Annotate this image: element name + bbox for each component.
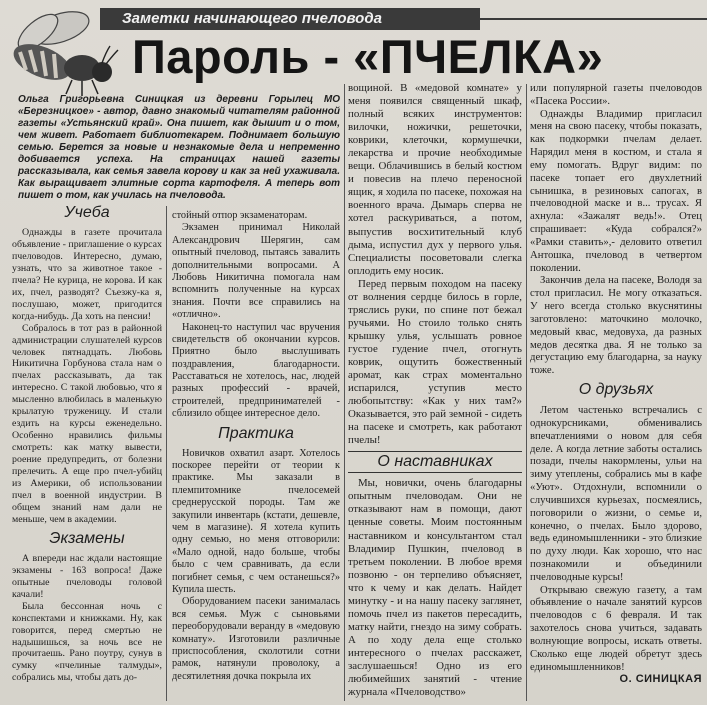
paragraph: Была бессонная ночь с конспектами и книжками. Ну, как говорится, перед смертью не надышишься, за ночь все не прочитаешь. Рано поутру, сунув в сумку «пчелиные талмуды», собрались мы, чтобы дать до- bbox=[12, 600, 162, 684]
bee-icon bbox=[2, 6, 122, 98]
paragraph: Перед первым походом на пасеку от волнения сердце билось в горле, тряслись руки, по спине пот бежал ручьями. Но стоило только снять крышку улья, услышать ровное густое гудение пчел, отогнуть коврик, ощутить божественный аромат, как страх моментально испарился, уступив место любопытству: «Как у них там?» Оказывается, это рай земной - сидеть на пасеке и смотреть, как работают пчелы! bbox=[348, 277, 522, 447]
column-divider bbox=[344, 84, 345, 701]
rubric-banner: Заметки начинающего пчеловода bbox=[100, 8, 480, 30]
column-4 bbox=[530, 82, 702, 686]
paragraph: стойный отпор экзаменаторам. bbox=[172, 210, 308, 221]
paragraph: Однажды Владимир пригласил меня на свою пасеку, чтобы показать, как подкормки пчелам делает. Нарядил меня в костюм, и стала я ему помогать. Вдруг видим: по пасеке топает его двухлетний сынишка, в резиновых сапогах, в пчеловодной маске и в... трусах. Я ахнула: «Зажалят ведь!». Отец спрашивает: «Куда собрался?» «Рамки ставить»,- деловито ответил Антошка, пчеловод в четвертом поколении. bbox=[530, 107, 702, 274]
section-heading-nastavniki: О наставниках bbox=[348, 451, 522, 473]
paragraph: или популярной газеты пчеловодов «Пасека России». bbox=[530, 82, 702, 107]
column-divider bbox=[526, 84, 527, 701]
column-divider bbox=[166, 206, 167, 701]
paragraph: Новичков охватил азарт. Хотелось поскорее перейти от теории к практике. Мы заказали в племпитомнике пчелосемей среднерусской породы. Там же закупили инвентарь (кстати, дешевле, чем в магазине). Я хотела купить одну семью, но меня отговорили: «Мало одной, надо больше, чтобы было с чем сравнивать, да если погибнет семья, с чем останешься?» Купила шесть. bbox=[172, 447, 340, 595]
paragraph: Оборудованием пасеки занималась вся семья. Муж с сыновьями переоборудовали веранду в «медовую комнату». Изготовили различные приспособления, сколотили сотни рамок, натянули проволоку, а десятилетняя дочка покрыла их bbox=[172, 596, 340, 682]
paragraph: вощиной. В «медовой комнате» у меня появился священный шкаф, полный всяких инструментов: вилочки, ножички, решеточки, коврики, клеточки, кормушечки, лекарства и прочие необходимые вещи. Облачившись в белый костюм и повесив на плечо переносной ящик, я ходила по пасеке, похожая на военного врача. Дымарь сперва не хотел раскуриваться, а потом, выпустив восхитительный клуб дыма, испустил дух у первого улья. Специалисты посоветовали слегка оплодить ему носик. bbox=[348, 82, 522, 277]
paragraph: Однажды в газете прочитала объявление - приглашение о курсах пчеловодов. Интересно, думаю, узнать, что за животное такое - пчела? Не курица, не корова. И как их, пчел, разводят? Съезжу-ка я, послушаю, может, пригодится когда-нибудь. Да хоть на пенсии! bbox=[12, 227, 162, 322]
paragraph: Экзамен принимал Николай Александрович Шерягин, сам опытный пчеловод, пытаясь завалить дополнительными вопросами. А Любовь Никитична помогала нам вспомнить полученные на курсах знания. Почти все справились на «отлично». bbox=[172, 222, 340, 321]
paragraph: А впереди нас ждали настоящие экзамены - 163 вопроса! Даже опытные пчеловоды головой качали! bbox=[12, 552, 162, 600]
column-1 bbox=[12, 200, 162, 684]
paragraph: Мы, новички, очень благодарны опытным пчеловодам. Они не отказывают нам в помощи, дают ценные советы. Моим постоянным наставником и консультантом стал Владимир Пушкин, пчеловод в третьем поколении. В любое время позвоню - он терпеливо объясняет, что к чему и как делать. Найдет минутку - и на нашу пасеку заглянет, помочь пчел из пакетов пересадить, матку найти, гнездо на зиму собрать. А по ходу дела еще столько интересного о пчелах расскажет, заслушаешься! Одно из его любимейших занятий - чтение журнала «Пчеловодство» bbox=[348, 477, 522, 699]
section-heading-ekzameny: Экзамены bbox=[49, 529, 125, 547]
paragraph: Летом частенько встречались с однокурсниками, обменивались впечатлениями о новом для себя деле. А когда летние заботы остались позади, пчелы накормлены, ульи на зиму утеплены, собрались мы в кафе «Уют». Отдохнули, вспомнили о случившихся курьезах, посмеялись, поговорили о жизни, о семье и, конечно, о пчелах. Было здорово, ведь единомышленники - это близкие по духу люди. Как хорошо, что нас познакомили и объединили пчеловодные курсы! bbox=[530, 404, 702, 583]
section-heading-praktika: Практика bbox=[218, 424, 294, 442]
rubric-rule bbox=[480, 18, 707, 20]
lead-paragraph: Ольга Григорьевна Синицкая из деревни Горылец МО «Березницкое» - автор, давно знакомый читателям районной газеты «Устьянский край». Она пишет, как дышит и о том, чем живет. Работает библиотекарем. Поднимает большую семью. Берется за новые и незнакомые дела и непременно добивается успеха. На страницах нашей газеты рассказывала, как семья завела корову и как за ней ухаживала. Как выращивает элитные сорта картофеля. А теперь вот пишет о том, как училась на пчеловода. bbox=[18, 94, 340, 201]
paragraph: Открываю свежую газету, а там объявление о начале занятий курсов пчеловодов с 6 февраля. И так захотелось снова учиться, задавать волнующие вопросы, искать ответы. Сколько еще людей обретут здесь единомышленников! bbox=[530, 583, 702, 673]
paragraph: Закончив дела на пасеке, Володя за стол пригласил. Не могу отказаться. У него всегда столько вкуснятины заготовлено: маточкино молочко, медовый квас, медовуха, да разных медов десятка два. Я не только за дегустацию ему благодарна, за науку тоже. bbox=[530, 274, 702, 377]
paragraph: Наконец-то наступил час вручения свидетельств об окончании курсов. Приятно было выслушивать поздравления, благодарности. Расставаться не хотелось, нас, людей разных профессий - врачей, строителей, предпринимателей - сблизило общее интересное дело. bbox=[172, 321, 340, 420]
author-signature: О. СИНИЦКАЯ bbox=[619, 673, 702, 686]
column-2 bbox=[172, 210, 340, 683]
section-heading-druzya: О друзьях bbox=[578, 381, 654, 399]
section-heading-ucheba: Учеба bbox=[64, 204, 110, 221]
page-title: Пароль - «ПЧЕЛКА» bbox=[132, 30, 604, 83]
column-3 bbox=[348, 82, 522, 699]
paragraph: Собралось в тот раз в районной администрации слушателей курсов человек пятнадцать. Любовь Никитична Горбунова стала нам о пчелах рассказывать, да так интересно. С такой любовью, что я мысленно влюбилась в маленькую крылатую труженицу. И стали ездить на курсы еженедельно. Особенно нравились фильмы смотреть: как матку вывести, роение предупредить, от болезни прелечить. А еще про пчел-убийц из Америки, об использовании пчел в военной индустрии. В общем знаний нам дали не меньше, чем в академии. bbox=[12, 322, 162, 525]
